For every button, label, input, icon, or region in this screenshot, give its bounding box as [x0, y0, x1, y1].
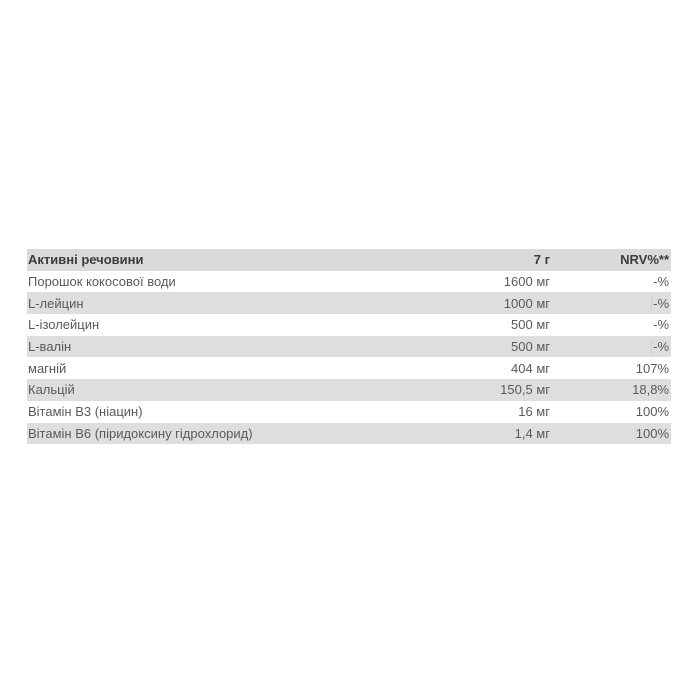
substance-amount: 1600 мг [503, 274, 550, 290]
table-row [27, 314, 671, 336]
table-row [27, 401, 671, 423]
header-amount: 7 г [533, 252, 550, 268]
substance-name: L-ізолейцин [28, 317, 100, 333]
substance-nrv: 18,8% [632, 382, 669, 398]
substance-amount: 1000 мг [503, 295, 550, 311]
substance-name: L-валін [28, 339, 72, 355]
substance-name: Вітамін B6 (піридоксину гідрохлорид) [28, 425, 253, 441]
substance-nrv-value: -% [653, 339, 669, 355]
substance-nrv-value: -% [653, 295, 669, 311]
substance-name: Кальцій [28, 382, 75, 398]
substance-amount: 500 мг [511, 339, 550, 355]
table-header-row [27, 249, 671, 271]
substance-nrv: 100% [635, 425, 669, 441]
table-row [27, 271, 671, 293]
substance-name: L-лейцин [28, 295, 84, 311]
substance-name: магній [28, 360, 67, 376]
substance-amount: 16 мг [518, 404, 550, 420]
table-row [27, 357, 671, 379]
substance-name: Порошок кокосової води [28, 274, 176, 290]
substance-nrv: -% [653, 317, 669, 333]
header-active-substances: Активні речовини [28, 252, 144, 268]
header-nrv: NRV%** [620, 252, 669, 268]
substance-nrv: 107% [635, 360, 669, 376]
substance-amount: 500 мг [511, 317, 550, 333]
substance-nrv: 100% [635, 404, 669, 420]
substance-amount: 1,4 мг [514, 425, 550, 441]
substance-nrv [552, 292, 671, 314]
substance-nrv [552, 336, 671, 358]
table-row [27, 423, 671, 445]
substance-name: Вітамін B3 (ніацин) [28, 404, 143, 420]
nutrition-table [27, 249, 671, 444]
table-row [27, 379, 671, 401]
table-row [27, 336, 671, 358]
substance-nrv: -% [653, 274, 669, 290]
substance-amount: 404 мг [511, 360, 550, 376]
substance-amount: 150,5 мг [500, 382, 550, 398]
table-row [27, 292, 671, 314]
